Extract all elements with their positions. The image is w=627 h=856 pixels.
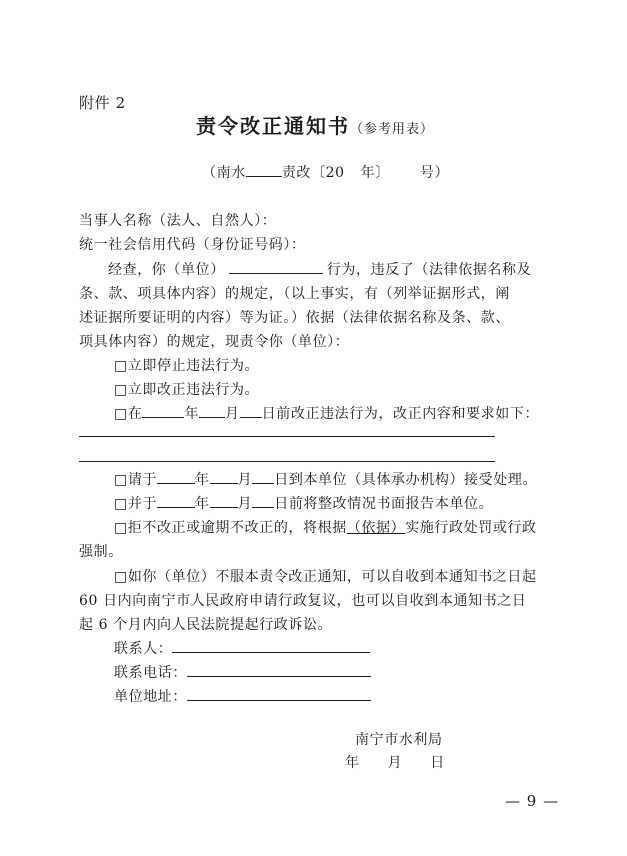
contact-phone-field[interactable] bbox=[187, 662, 371, 677]
paragraph-line-3: 述证据所要证明的内容）等为证。）依据（法律依据名称及条、款、 bbox=[79, 310, 510, 326]
issuer-name: 南宁市水利局 bbox=[355, 732, 443, 748]
document-number bbox=[202, 162, 449, 182]
requirement-line-2[interactable] bbox=[79, 461, 495, 462]
title-sub: （参考用表） bbox=[350, 122, 435, 137]
credit-code-label: 统一社会信用代码（身份证号码）： bbox=[79, 237, 306, 253]
deadline-month-blank[interactable] bbox=[199, 403, 225, 418]
doc-number-blank[interactable] bbox=[246, 162, 282, 177]
contact-address-field[interactable] bbox=[187, 686, 371, 701]
option-deadline-checkbox[interactable]: □在 年 月 日前改正违法行为，改正内容和要求如下： bbox=[114, 403, 539, 423]
doc-number-prefix: （南水 bbox=[202, 165, 246, 181]
report-month-blank[interactable] bbox=[210, 493, 238, 508]
paragraph-line-1: 经查，你（单位） 行为，违反了（法律依据名称及 bbox=[108, 259, 531, 279]
doc-number-suffix: 号） bbox=[419, 165, 450, 181]
page-number: — 9 — bbox=[505, 792, 560, 810]
report-year-blank[interactable] bbox=[157, 493, 195, 508]
contact-phone: 联系电话： bbox=[114, 662, 371, 682]
document-title bbox=[196, 110, 434, 139]
paragraph-line-4: 项具体内容）的规定，现责令你（单位）： bbox=[79, 334, 350, 350]
violation-blank[interactable] bbox=[229, 259, 323, 274]
deadline-day-blank[interactable] bbox=[240, 403, 262, 418]
come-year-blank[interactable] bbox=[157, 469, 195, 484]
appeal-line-3: 起 6 个月内向人民法院提起行政诉讼。 bbox=[79, 617, 333, 633]
refuse-line-2: 强制。 bbox=[79, 544, 123, 560]
issue-date: 年 月 日 bbox=[345, 755, 445, 771]
come-month-blank[interactable] bbox=[210, 469, 238, 484]
attachment-label: 附件 2 bbox=[79, 94, 126, 112]
contact-person-field[interactable] bbox=[172, 638, 370, 653]
doc-number-middle: 责改〔20 bbox=[281, 165, 345, 181]
option-report-checkbox[interactable]: □并于 年 月 日前将整改情况书面报告本单位。 bbox=[114, 493, 493, 513]
appeal-line-2: 60 日内向南宁市人民政府申请行政复议，也可以自收到本通知书之日 bbox=[79, 593, 527, 609]
party-name-label: 当事人名称（法人、自然人）： bbox=[79, 213, 277, 229]
title-main: 责令改正通知书 bbox=[196, 114, 350, 138]
option-appeal-checkbox[interactable]: □如你（单位）不服本责令改正通知，可以自收到本通知书之日起 bbox=[114, 569, 537, 585]
requirement-line-1[interactable] bbox=[79, 436, 495, 437]
option-refuse-checkbox[interactable]: □拒不改正或逾期不改正的，将根据（依据）实施行政处罚或行政 bbox=[114, 520, 537, 536]
refuse-basis: （依据） bbox=[346, 520, 406, 536]
option-come-checkbox[interactable]: □请于 年 月 日到本单位（具体承办机构）接受处理。 bbox=[114, 469, 537, 489]
option-correct-checkbox[interactable]: □立即改正违法行为。 bbox=[114, 382, 260, 398]
report-day-blank[interactable] bbox=[252, 493, 274, 508]
contact-person: 联系人： bbox=[114, 638, 370, 658]
contact-address: 单位地址： bbox=[114, 686, 371, 706]
option-stop-checkbox[interactable]: □立即停止违法行为。 bbox=[114, 358, 260, 374]
doc-number-year-suffix: 年〕 bbox=[360, 165, 390, 181]
deadline-year-blank[interactable] bbox=[142, 403, 184, 418]
paragraph-line-2: 条、款、项具体内容）的规定，（以上事实，有（列举证据形式，阐 bbox=[79, 286, 510, 302]
come-day-blank[interactable] bbox=[252, 469, 274, 484]
